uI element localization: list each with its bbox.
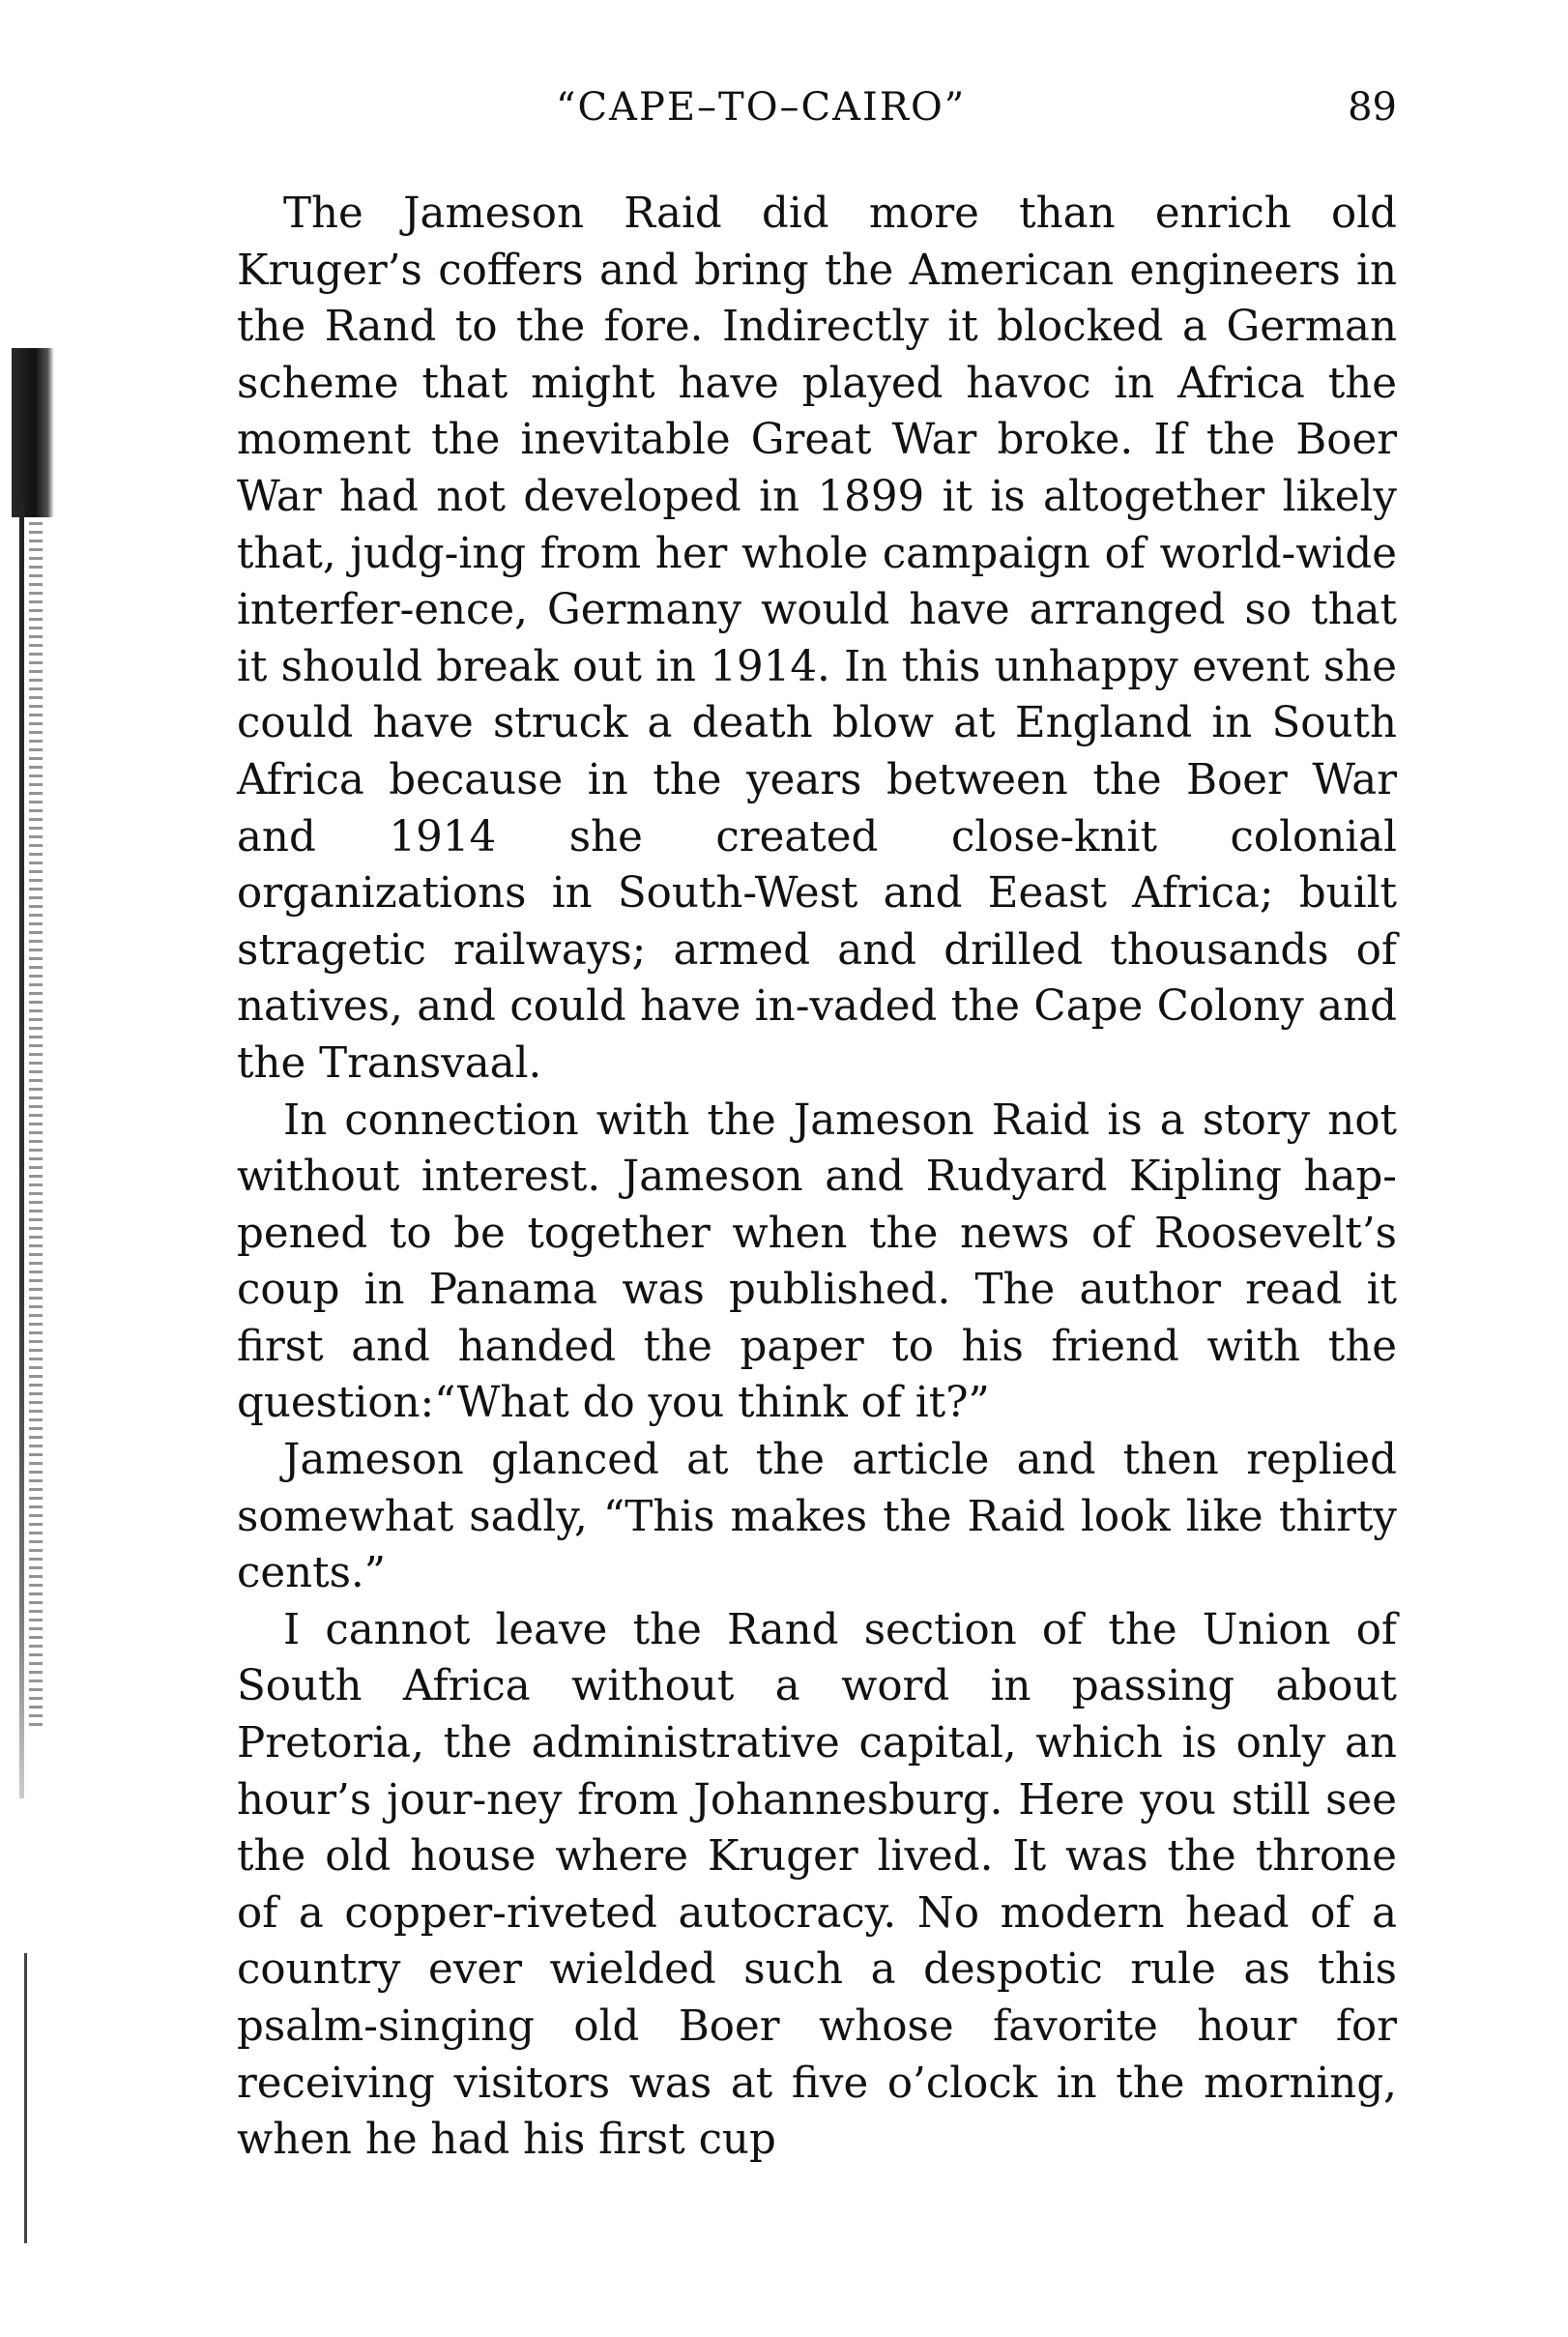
binding-rule-lower <box>24 1953 27 2243</box>
body-text <box>237 186 1397 2169</box>
paragraph-jameson-raid: The Jameson Raid did more than enrich old Kruger’s coffers and bring the American engineers in the Rand to the fore. Indirectly it blocked a German scheme that might have played havoc in Africa the moment the inevitable Great War broke. If the Boer War had not developed in 1899 it is altogether likely that, judg-ing from her whole campaign of world-wide interfer-ence, Germany would have arranged so that it should break out in 1914. In this unhappy event she could have struck a death blow at England in South Africa because in the years between the Boer War and 1914 she created close-knit colonial organizations in South-West and Eeast Africa; built stragetic railways; armed and drilled thousands of natives, and could have in-vaded the Cape Colony and the Transvaal. <box>237 190 1397 1088</box>
running-title: “CAPE–TO–CAIRO” <box>556 85 967 130</box>
book-page <box>237 77 1397 2169</box>
binding-rule-line <box>19 503 24 1798</box>
page-number: 89 <box>1348 85 1397 130</box>
binding-dark-mark <box>12 348 54 517</box>
paragraph-jameson-reply: Jameson glanced at the article and then replied somewhat sadly, “This makes the Raid look like thirty cents.” <box>237 1436 1397 1598</box>
paragraph-kipling-story: In connection with the Jameson Raid is a story not without interest. Jameson and Rudyard Kipling hap-pened to be together when the news of Roosevelt’s coup in Panama was published. The author read it first and handed the paper to his friend with the question:“What do you think of it?” <box>237 1095 1397 1428</box>
paragraph-pretoria: I cannot leave the Rand section of the Union of South Africa without a word in passing about Pretoria, the administrative capital, which is only an hour’s jour-ney from Johannesburg. Here you still see the old house where Kruger lived. It was the throne of a copper-riveted autocracy. No modern head of a country ever wielded such a despotic rule as this psalm-singing old Boer whose favorite hour for receiving visitors was at five o’clock in the morning, when he had his first cup <box>237 1605 1397 2165</box>
binding-speckle <box>29 522 43 1731</box>
running-head <box>237 77 1397 145</box>
